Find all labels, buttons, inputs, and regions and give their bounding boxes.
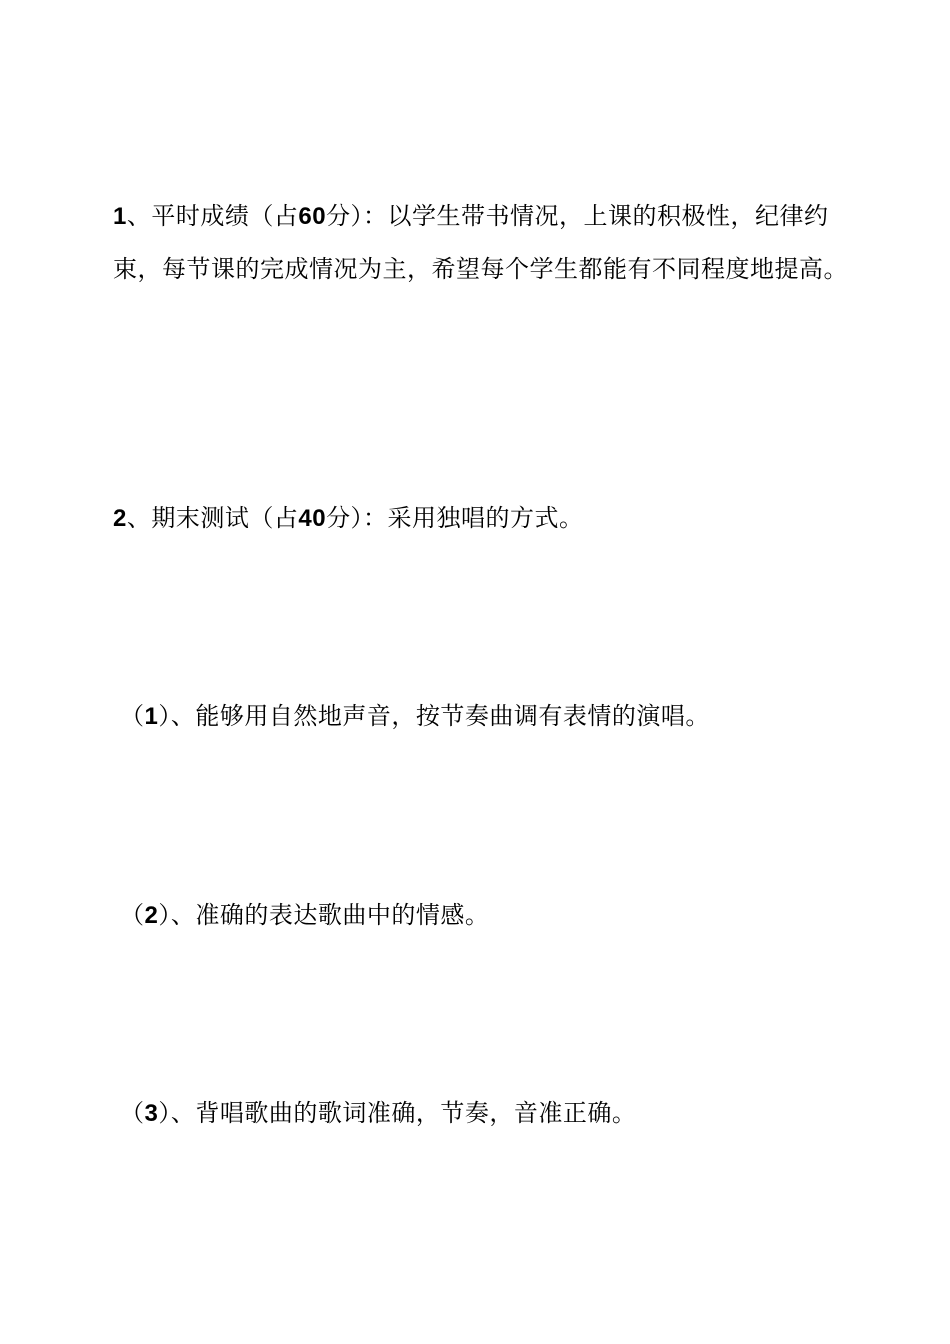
item-3-open-paren: （ xyxy=(120,1099,145,1127)
section-2-number: 2 xyxy=(113,505,127,532)
section-1-body: 分）：以学生带书情况，上课的积极性，纪律约束，每节课的完成情况为主，希望每个学生都能有不同程度地提高。 xyxy=(113,202,848,283)
section-1-score: 60 xyxy=(298,203,327,230)
item-1-text: ）、能够用自然地声音，按节奏曲调有表情的演唱。 xyxy=(158,702,710,730)
item-3-text: ）、背唱歌曲的歌词准确，节奏，音准正确。 xyxy=(158,1099,637,1127)
section-2-score: 40 xyxy=(298,505,327,532)
item-2-number: 2 xyxy=(144,902,159,929)
section-2-lead: 、期末测试（占 xyxy=(126,504,299,532)
section-1-paragraph xyxy=(113,190,848,295)
item-1-open-paren: （ xyxy=(120,702,145,730)
item-2-open-paren: （ xyxy=(120,901,145,929)
item-2-paragraph xyxy=(120,889,855,942)
section-1-number: 1 xyxy=(113,203,127,230)
section-2-paragraph xyxy=(113,492,848,545)
item-1-number: 1 xyxy=(144,703,159,730)
item-3-number: 3 xyxy=(144,1100,159,1127)
item-3-paragraph xyxy=(120,1087,855,1140)
item-2-text: ）、准确的表达歌曲中的情感。 xyxy=(158,901,490,929)
section-2-body: 分）：采用独唱的方式。 xyxy=(326,504,584,532)
section-1-lead: 、平时成绩（占 xyxy=(126,202,299,230)
item-1-paragraph xyxy=(120,690,855,743)
